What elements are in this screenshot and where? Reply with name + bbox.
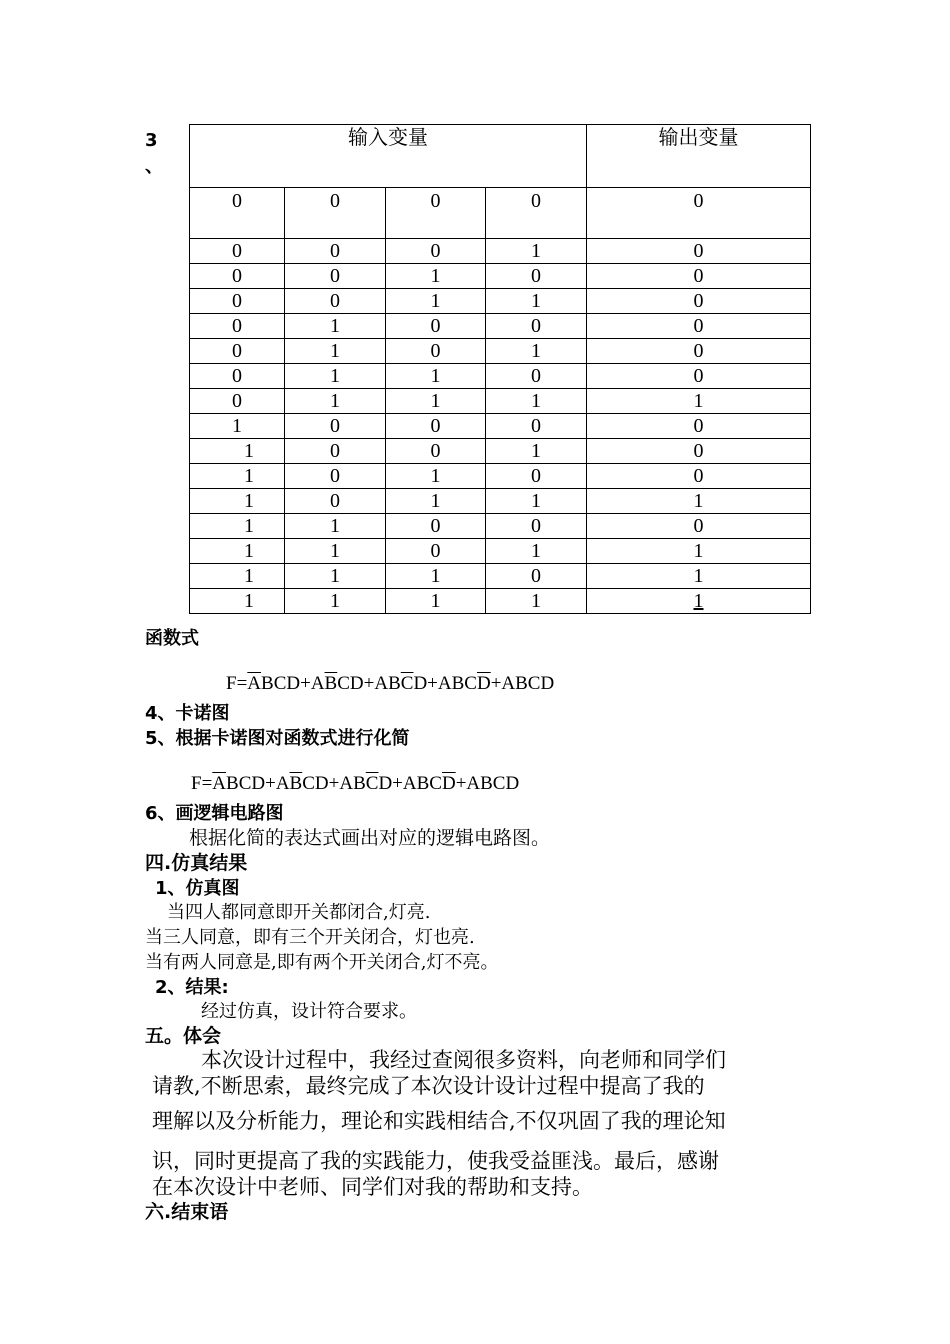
formula-part: CD+AB <box>337 673 401 694</box>
input-cell: 0 <box>486 264 587 289</box>
experience-line: 请教,不断思索，最终完成了本次设计设计过程中提高了我的 <box>152 1074 705 1098</box>
input-cell: 1 <box>202 489 297 514</box>
input-cell: 1 <box>285 364 386 389</box>
input-cell: 1 <box>285 589 386 614</box>
output-cell: 0 <box>587 314 811 339</box>
output-cell: 1 <box>587 389 811 414</box>
input-cell: 0 <box>486 514 587 539</box>
input-cell: 1 <box>486 339 587 364</box>
input-cell: 0 <box>386 414 486 439</box>
heading-simulation-diagram: 1、仿真图 <box>155 878 240 899</box>
experience-line: 识，同时更提高了我的实践能力，使我受益匪浅。最后，感谢 <box>152 1149 719 1173</box>
truth-table-row <box>190 389 811 414</box>
formula-prefix: F= <box>191 773 213 794</box>
input-cell: 1 <box>486 539 587 564</box>
truth-table-row <box>190 314 811 339</box>
input-cell: 0 <box>285 289 386 314</box>
input-cell: 0 <box>486 364 587 389</box>
input-cell: 1 <box>285 314 386 339</box>
section-number: 3 <box>145 130 158 151</box>
input-cell: 0 <box>386 539 486 564</box>
input-cell: 0 <box>486 464 587 489</box>
output-cell: 0 <box>587 188 811 239</box>
output-cell: 0 <box>587 464 811 489</box>
input-cell: 0 <box>486 188 587 239</box>
output-cell: 1 <box>587 489 811 514</box>
heading-experience: 五。体会 <box>145 1025 222 1047</box>
formula-part: BCD+A <box>261 673 325 694</box>
input-cell: 0 <box>190 314 285 339</box>
section-separator: 、 <box>145 156 163 177</box>
input-cell: 1 <box>386 564 486 589</box>
input-cell: 0 <box>386 514 486 539</box>
input-cell: 1 <box>190 414 285 439</box>
simulation-line: 当四人都同意即开关都闭合,灯亮. <box>167 902 431 923</box>
input-cell: 0 <box>190 364 285 389</box>
truth-table-row <box>190 339 811 364</box>
input-cell: 1 <box>486 289 587 314</box>
input-cell: 0 <box>190 389 285 414</box>
input-cell: 1 <box>386 364 486 389</box>
input-cell: 0 <box>190 188 285 239</box>
truth-table-row <box>190 564 811 589</box>
input-cell: 1 <box>386 264 486 289</box>
truth-table-row <box>190 589 811 614</box>
input-cell: 0 <box>190 264 285 289</box>
section-3-label <box>145 128 163 180</box>
formula-prefix: F= <box>226 673 248 694</box>
output-cell: 0 <box>587 239 811 264</box>
heading-simulation: 四.仿真结果 <box>145 852 248 874</box>
input-cell: 1 <box>386 489 486 514</box>
simulation-line: 当有两人同意是,即有两个开关闭合,灯不亮。 <box>145 952 499 973</box>
experience-line: 理解以及分析能力，理论和实践相结合,不仅巩固了我的理论知 <box>152 1109 726 1133</box>
input-cell: 0 <box>486 314 587 339</box>
formula-negated-var: $\overline{A}$ <box>247 673 262 694</box>
formula-negated-var: $\overline{C}$ <box>365 773 379 794</box>
formula-negated-var: $\overline{A}$ <box>212 773 227 794</box>
formula-negated-var: $\overline{D}$ <box>476 673 491 694</box>
truth-table-row <box>190 188 811 239</box>
input-cell: 0 <box>386 439 486 464</box>
output-cell: 0 <box>587 439 811 464</box>
truth-table-header <box>190 125 811 188</box>
input-cell: 0 <box>285 188 386 239</box>
input-cell: 1 <box>202 589 297 614</box>
input-cell: 0 <box>190 339 285 364</box>
input-cell: 0 <box>386 188 486 239</box>
input-cell: 1 <box>486 489 587 514</box>
output-cell: 1 <box>587 539 811 564</box>
formula-negated-var: $\overline{B}$ <box>324 673 338 694</box>
output-cell: 0 <box>587 264 811 289</box>
input-variables-header: 输入变量 <box>190 125 587 188</box>
experience-line: 本次设计过程中，我经过查阅很多资料，向老师和同学们 <box>201 1048 726 1072</box>
truth-table-row <box>190 489 811 514</box>
output-cell: 0 <box>587 339 811 364</box>
truth-table-row <box>190 514 811 539</box>
input-cell: 1 <box>486 239 587 264</box>
output-variable-header: 输出变量 <box>587 125 811 188</box>
logic-circuit-paragraph: 根据化简的表达式画出对应的逻辑电路图。 <box>189 827 551 849</box>
output-cell: 0 <box>587 414 811 439</box>
input-cell: 0 <box>190 289 285 314</box>
truth-table-row <box>190 414 811 439</box>
input-cell: 0 <box>285 414 386 439</box>
formula-part: +ABCD <box>490 673 555 694</box>
heading-conclusion: 六.结束语 <box>145 1201 229 1223</box>
input-cell: 1 <box>202 464 297 489</box>
heading-result: 2、结果: <box>155 977 229 998</box>
formula-part: +ABCD <box>455 773 520 794</box>
formula-negated-var: $\overline{C}$ <box>400 673 414 694</box>
simulation-line: 当三人同意，即有三个开关闭合，灯也亮. <box>145 927 475 948</box>
input-cell: 0 <box>285 464 386 489</box>
input-cell: 0 <box>285 439 386 464</box>
truth-table-row <box>190 264 811 289</box>
input-cell: 0 <box>285 239 386 264</box>
input-cell: 1 <box>202 539 297 564</box>
formula-part: D+ABC <box>413 673 477 694</box>
input-cell: 0 <box>486 564 587 589</box>
formula-negated-var: $\overline{D}$ <box>441 773 456 794</box>
result-text: 经过仿真，设计符合要求。 <box>201 1001 417 1022</box>
experience-line: 在本次设计中老师、同学们对我的帮助和支持。 <box>152 1175 593 1199</box>
input-cell: 0 <box>285 489 386 514</box>
input-cell: 1 <box>285 539 386 564</box>
output-cell: 0 <box>587 289 811 314</box>
formula-part: BCD+A <box>226 773 290 794</box>
input-cell: 1 <box>202 439 297 464</box>
input-cell: 1 <box>386 589 486 614</box>
input-cell: 1 <box>486 439 587 464</box>
truth-table-row <box>190 464 811 489</box>
heading-simplify: 5、根据卡诺图对函数式进行化简 <box>145 728 410 749</box>
input-cell: 1 <box>486 589 587 614</box>
input-cell: 1 <box>386 464 486 489</box>
input-cell: 1 <box>285 514 386 539</box>
output-cell: 1 <box>587 589 811 614</box>
heading-logic-circuit: 6、画逻辑电路图 <box>145 803 284 824</box>
input-cell: 1 <box>202 564 297 589</box>
formula-part: D+ABC <box>378 773 442 794</box>
input-cell: 0 <box>386 339 486 364</box>
function-formula <box>226 673 554 695</box>
truth-table-row <box>190 289 811 314</box>
formula-negated-var: $\overline{B}$ <box>289 773 303 794</box>
input-cell: 0 <box>386 314 486 339</box>
truth-table-row <box>190 539 811 564</box>
input-cell: 1 <box>386 289 486 314</box>
input-cell: 0 <box>190 239 285 264</box>
truth-table-row <box>190 439 811 464</box>
input-cell: 0 <box>486 414 587 439</box>
simplified-formula <box>191 773 519 795</box>
input-cell: 0 <box>285 264 386 289</box>
heading-karnaugh: 4、卡诺图 <box>145 703 230 724</box>
truth-table <box>189 124 811 614</box>
output-cell: 0 <box>587 364 811 389</box>
input-cell: 1 <box>285 339 386 364</box>
formula-part: CD+AB <box>302 773 366 794</box>
input-cell: 0 <box>386 239 486 264</box>
function-heading: 函数式 <box>145 628 199 649</box>
truth-table-row <box>190 239 811 264</box>
input-cell: 1 <box>486 389 587 414</box>
input-cell: 1 <box>202 514 297 539</box>
input-cell: 1 <box>285 389 386 414</box>
input-cell: 1 <box>285 564 386 589</box>
input-cell: 1 <box>386 389 486 414</box>
truth-table-row <box>190 364 811 389</box>
output-cell: 0 <box>587 514 811 539</box>
output-cell: 1 <box>587 564 811 589</box>
